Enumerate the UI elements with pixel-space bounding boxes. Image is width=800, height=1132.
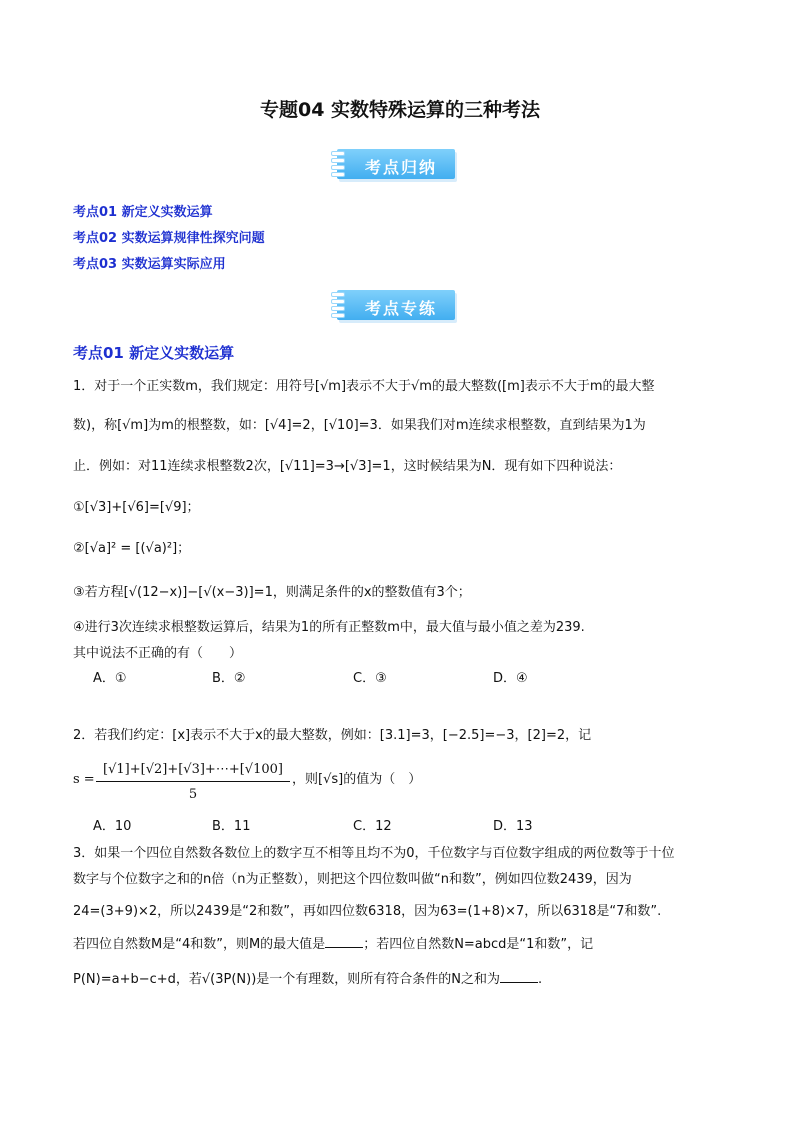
answer-blank-2[interactable] [500,970,538,983]
q2-line-1: 2．若我们约定：[x]表示不大于x的最大整数，例如：[3.1]=3，[−2.5]=−3，[2]=2，记 [73,728,592,743]
section-banner-summary [331,144,459,182]
q1-line-2: 数)，称[√m]为m的根整数，如：[√4]=2，[√10]=3．如果我们对m连续求根整数，直到结果为1为 [73,418,646,433]
q2-option-c[interactable]: C．12 [353,819,392,834]
q3-line-5-b: . [538,972,543,987]
q3-line-1: 3．如果一个四位自然数各数位上的数字互不相等且均不为0，千位数字与百位数字组成的两位数等于十位 [73,846,675,861]
q1-statement-1: ①[√3]+[√6]=[√9]； [73,500,200,515]
q1-statement-3: ③若方程[√(12−x)]−[√(x−3)]=1，则满足条件的x的整数值有3个； [73,585,471,600]
section-banner-practice [331,285,459,323]
q1-statement-2: ②[√a]² = [(√a)²]； [73,541,191,556]
q3-line-5 [73,970,542,989]
q2-option-d[interactable]: D．13 [493,819,533,834]
q3-line-4-b: ；若四位自然数N=abcd是“1和数”，记 [363,937,594,952]
page-title: 专题04 实数特殊运算的三种考法 [259,99,541,121]
q2-formula-lhs: s = [73,772,95,787]
banner-summary-label: 考点归纳 [364,158,437,177]
toc-item-03[interactable]: 考点03 实数运算实际应用 [73,257,226,272]
q1-statement-4: ④进行3次连续求根整数运算后，结果为1的所有正整数m中，最大值与最小值之差为239. [73,620,585,635]
binder-icon [331,151,345,177]
binder-icon [331,292,345,318]
fraction-bar [96,781,290,782]
q3-line-3: 24=(3+9)×2，所以2439是“2和数”，再如四位数6318，因为63=(1+8)×7，所以6318是“7和数”. [73,904,662,919]
q1-option-c[interactable]: C．③ [353,671,387,686]
banner-practice-label: 考点专练 [364,299,437,318]
q1-option-d[interactable]: D．④ [493,671,528,686]
q3-line-4 [73,935,593,954]
q1-question: 其中说法不正确的有（ ） [73,646,243,661]
toc-item-02[interactable]: 考点02 实数运算规律性探究问题 [73,231,265,246]
q1-line-1: 1．对于一个正实数m，我们规定：用符号[√m]表示不大于√m的最大整数([m]表示不大于m的最大整 [73,379,655,394]
q2-option-a[interactable]: A．10 [93,819,132,834]
q2-option-b[interactable]: B．11 [212,819,251,834]
q1-option-b[interactable]: B．② [212,671,246,686]
toc-item-01[interactable]: 考点01 新定义实数运算 [73,205,213,220]
q2-formula-tail: ，则[√s]的值为（ ） [292,772,422,787]
q3-line-4-a: 若四位自然数M是“4和数”，则M的最大值是 [73,937,326,952]
q2-formula-numerator: [√1]+[√2]+[√3]+⋯+[√100] [103,762,283,777]
q2-formula-denominator: 5 [188,787,198,802]
answer-blank-1[interactable] [325,935,363,948]
q1-option-a[interactable]: A．① [93,671,127,686]
q3-line-5-a: P(N)=a+b−c+d，若√(3P(N))是一个有理数，则所有符合条件的N之和为 [73,972,501,987]
section-heading: 考点01 新定义实数运算 [73,344,235,362]
q3-line-2: 数字与个位数字之和的n倍（n为正整数），则把这个四位数叫做“n和数”，例如四位数2439，因为 [73,872,632,887]
q1-line-3: 止．例如：对11连续求根整数2次，[√11]=3→[√3]=1，这时候结果为N．现有如下四种说法： [73,459,622,474]
